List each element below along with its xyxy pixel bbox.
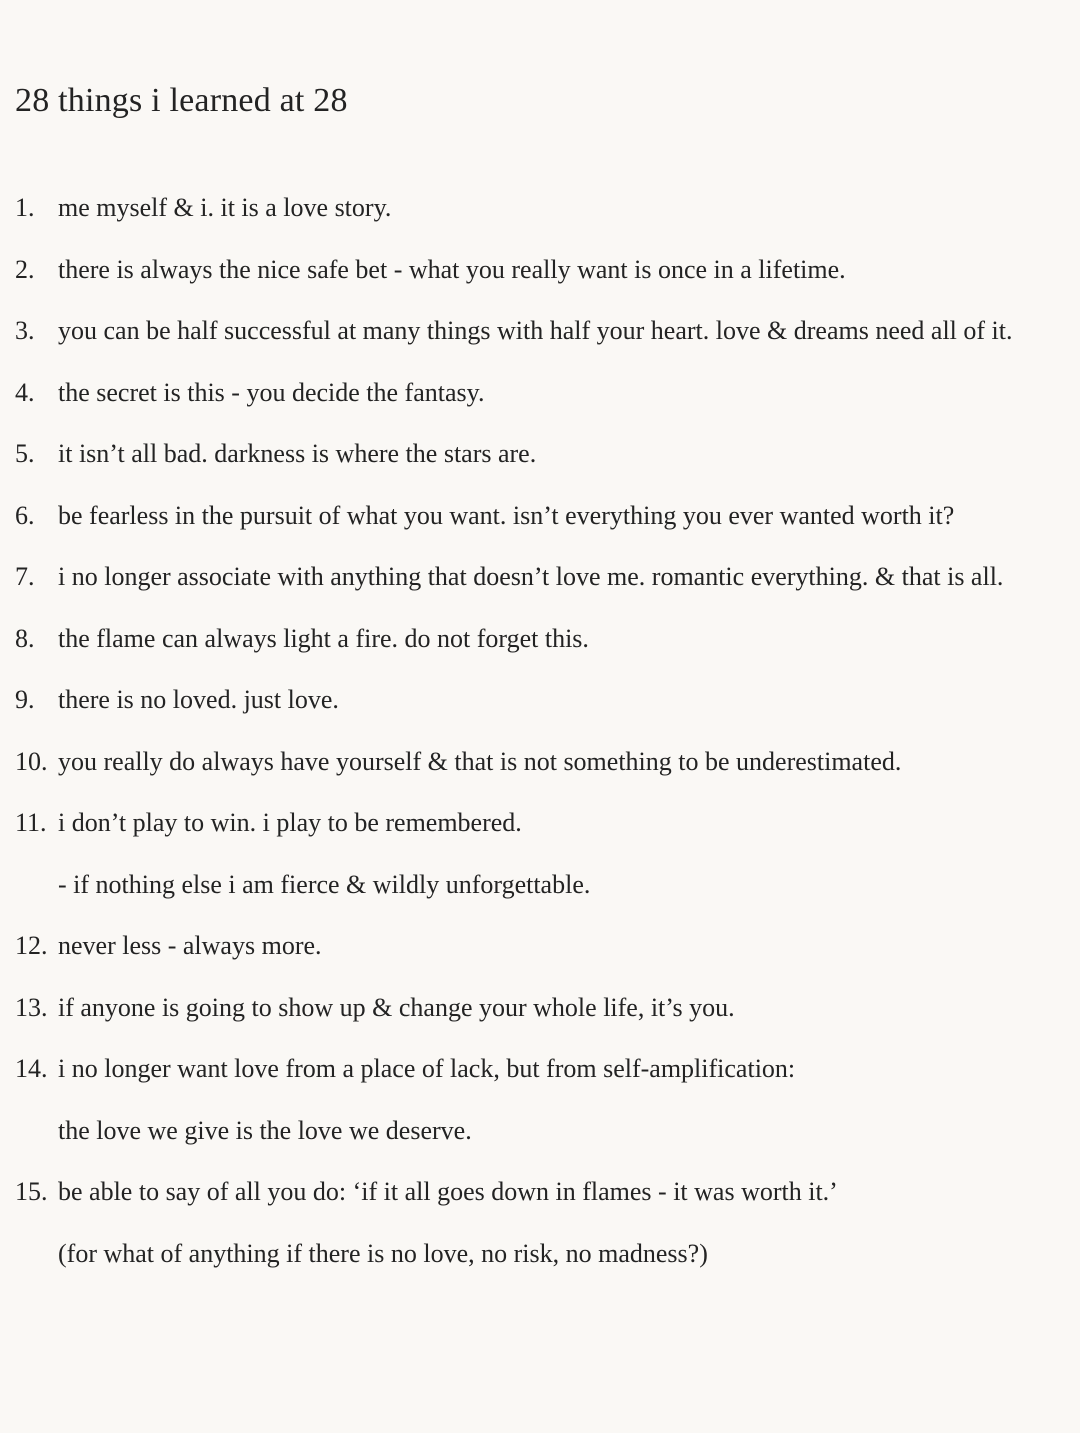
item-text: you really do always have yourself & that is not something to be underestimated. — [58, 746, 902, 776]
item-text: it isn’t all bad. darkness is where the stars are. — [58, 439, 537, 468]
item-number: 12. — [15, 931, 48, 960]
list-item — [0, 317, 1080, 344]
item-text: be fearless in the pursuit of what you want. isn’t everything you ever wanted worth it? — [58, 500, 955, 530]
list-item — [0, 194, 1080, 221]
list-item — [0, 379, 1080, 406]
item-text: there is always the nice safe bet - what you really want is once in a lifetime. — [58, 254, 846, 284]
list-item — [0, 994, 1080, 1021]
list-item — [0, 256, 1080, 283]
item-number: 6. — [15, 500, 35, 530]
list-item — [0, 1178, 1080, 1205]
list-item — [0, 748, 1080, 775]
item-text: if anyone is going to show up & change your whole life, it’s you. — [58, 992, 735, 1022]
item-number: 2. — [15, 254, 35, 284]
item-continuation-text: the love we give is the love we deserve. — [58, 1115, 472, 1145]
item-text: you can be half successful at many things with half your heart. love & dreams need all of it. — [58, 316, 1013, 345]
item-number: 10. — [15, 746, 48, 776]
item-text: me myself & i. it is a love story. — [58, 193, 392, 222]
list-item — [0, 809, 1080, 836]
item-number: 11. — [15, 808, 47, 837]
item-text: never less - always more. — [58, 931, 322, 960]
item-text: i no longer want love from a place of lack, but from self-amplification: — [58, 1054, 796, 1083]
numbered-list — [0, 194, 1080, 1267]
item-number: 8. — [15, 623, 35, 653]
list-item — [0, 932, 1080, 959]
item-text: i no longer associate with anything that doesn’t love me. romantic everything. & that is all. — [58, 562, 1004, 591]
item-number: 5. — [15, 439, 35, 468]
item-number: 7. — [15, 562, 35, 591]
item-number: 1. — [15, 193, 35, 222]
page-title: 28 things i learned at 28 — [15, 82, 348, 119]
item-text: be able to say of all you do: ‘if it all goes down in flames - it was worth it.’ — [58, 1177, 838, 1206]
item-text: there is no loved. just love. — [58, 685, 339, 714]
item-number: 15. — [15, 1177, 48, 1206]
item-number: 14. — [15, 1054, 48, 1083]
list-item — [0, 502, 1080, 529]
item-number: 13. — [15, 992, 48, 1022]
item-text: i don’t play to win. i play to be remembered. — [58, 808, 522, 837]
list-item-continuation — [0, 1117, 1080, 1144]
item-text: the secret is this - you decide the fantasy. — [58, 377, 485, 407]
list-item — [0, 563, 1080, 590]
list-item-continuation — [0, 1240, 1080, 1267]
item-number: 9. — [15, 685, 35, 714]
item-continuation-text: - if nothing else i am fierce & wildly unforgettable. — [58, 869, 591, 899]
item-number: 3. — [15, 316, 35, 345]
item-text: the flame can always light a fire. do not forget this. — [58, 623, 589, 653]
list-item — [0, 1055, 1080, 1082]
page — [0, 84, 1080, 1433]
list-item-continuation — [0, 871, 1080, 898]
item-continuation-text: (for what of anything if there is no love, no risk, no madness?) — [58, 1238, 708, 1268]
list-item — [0, 686, 1080, 713]
list-item — [0, 625, 1080, 652]
item-number: 4. — [15, 377, 35, 407]
list-item — [0, 440, 1080, 467]
